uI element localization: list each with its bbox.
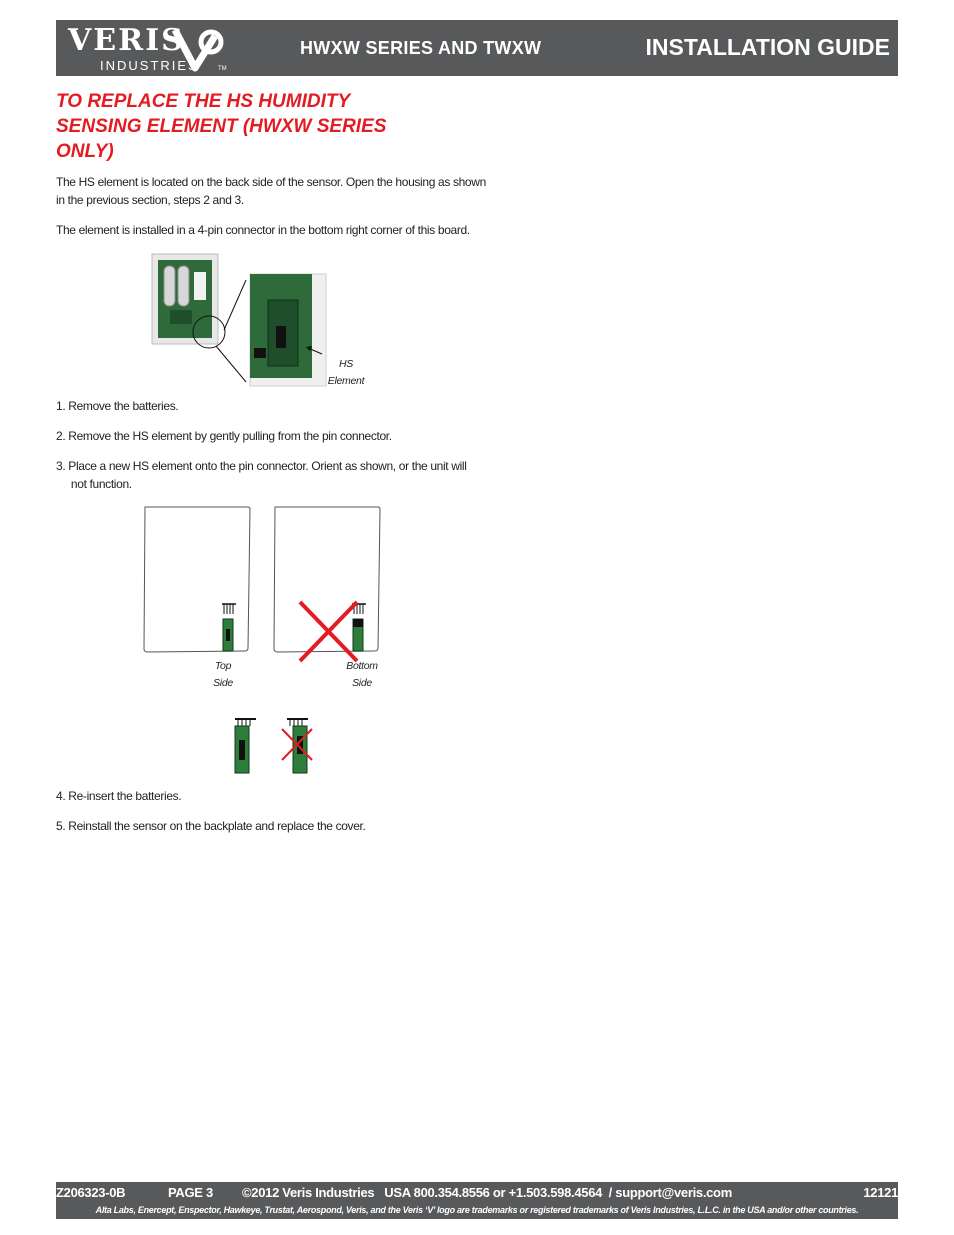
battery-left xyxy=(164,266,175,306)
bottom-side-caption xyxy=(337,658,387,692)
connector-note: The element is installed in a 4-pin connector in the bottom right corner of this board. xyxy=(56,223,470,237)
intro-paragraph xyxy=(56,173,486,209)
document-code: 12121 xyxy=(863,1185,898,1200)
step-3-line: not function. xyxy=(56,477,132,491)
hs-element-chip xyxy=(353,619,363,627)
caption-line: Top xyxy=(214,660,232,672)
section-title xyxy=(56,89,436,164)
orientation-figure xyxy=(140,504,385,779)
zoom-line xyxy=(216,346,246,382)
housing-outline-top xyxy=(144,507,250,652)
board-chip xyxy=(170,310,192,324)
page-footer xyxy=(56,1182,898,1219)
page-number: PAGE 3 xyxy=(168,1185,213,1200)
document-title: INSTALLATION GUIDE xyxy=(645,34,890,60)
step-3 xyxy=(56,457,467,493)
veris-logo xyxy=(68,24,238,74)
page-header xyxy=(56,20,898,76)
pin-connector xyxy=(235,719,256,726)
step-4: 4. Re-insert the batteries. xyxy=(56,789,182,803)
intro-line: The HS element is located on the back side of the sensor. Open the housing as shown xyxy=(56,175,486,189)
closeup-connector xyxy=(254,348,266,358)
section-title-line: SENSING ELEMENT (HWXW SERIES xyxy=(56,116,387,137)
copyright-contact: ©2012 Veris Industries USA 800.354.8556 or +1.503.598.4564 / support@veris.com xyxy=(242,1185,732,1200)
step-2: 2. Remove the HS element by gently pulling from the pin connector. xyxy=(56,429,392,443)
intro-line: in the previous section, steps 2 and 3. xyxy=(56,193,244,207)
hs-element-chip xyxy=(276,326,286,348)
section-title-line: TO REPLACE THE HS HUMIDITY xyxy=(56,91,351,112)
section-title-line: ONLY) xyxy=(56,141,114,162)
logo-wordmark: VERIS xyxy=(68,23,185,58)
pin-connector xyxy=(287,719,308,726)
logo-trademark: TM xyxy=(218,66,227,72)
caption-line: Side xyxy=(352,677,372,689)
caption-line: Element xyxy=(327,375,365,387)
board-label xyxy=(194,272,206,300)
zoom-line xyxy=(224,280,246,330)
step-1: 1. Remove the batteries. xyxy=(56,399,179,413)
caption-line: Bottom xyxy=(346,660,378,672)
step-3-line: 3. Place a new HS element onto the pin connector. Orient as shown, or the unit will xyxy=(56,459,467,473)
trademark-notice: Alta Labs, Enercept, Enspector, Hawkeye, Trustat, Aerospond, Veris, and the Veris ‘V’ logo are trademarks or registered trademarks of Veris Industries, L.L.C. in the USA and/or other countries. xyxy=(95,1205,859,1215)
hs-element-caption xyxy=(326,356,366,390)
step-5: 5. Reinstall the sensor on the backplate and replace the cover. xyxy=(56,819,366,833)
battery-right xyxy=(178,266,189,306)
hs-element-chip xyxy=(226,629,230,641)
product-series: HWXW SERIES AND TWXW xyxy=(300,38,542,58)
caption-line: HS xyxy=(339,358,353,370)
logo-subtitle: INDUSTRIES xyxy=(100,58,199,73)
hs-element-chip xyxy=(239,740,245,760)
document-id: Z206323-0B xyxy=(56,1185,126,1200)
caption-line: Side xyxy=(213,677,233,689)
top-side-caption xyxy=(203,658,243,692)
sensor-board-figure xyxy=(150,252,350,388)
